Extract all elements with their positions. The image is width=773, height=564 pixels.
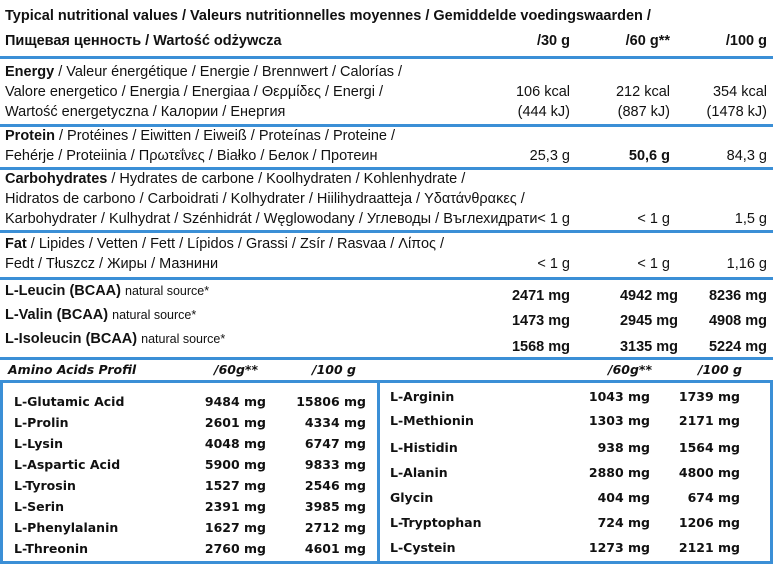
carbs-30g: < 1 g [537,211,570,227]
amino-100g: 1564 mg [678,440,740,455]
divider [0,357,773,360]
amino-name: L-Threonin [14,541,89,556]
energy-60g-kcal: 212 kcal [615,84,670,100]
amino-name: Glycin [390,490,434,505]
amino-60g: 4048 mg [204,436,266,451]
amino-100g: 4334 mg [304,415,366,430]
amino-right-60g-header: /60g** [608,362,652,377]
amino-100g: 4800 mg [678,465,740,480]
amino-100g: 674 mg [687,490,740,505]
amino-left-100g-header: /100 g [312,362,356,377]
energy-heading: Energy [5,64,55,80]
amino-name: L-Arginin [390,389,455,404]
amino-100g: 2121 mg [678,540,740,555]
carbs-60g: < 1 g [637,211,670,227]
bcaa-leucin-100g: 8236 mg [708,288,767,304]
divider [377,380,380,564]
amino-60g: 2391 mg [204,499,266,514]
protein-100g: 84,3 g [726,148,767,164]
fat-translations: / Lipides / Vetten / Fett / Lípidos / Grassi / Zsír / Rasvaa / Λίπος / [26,236,445,252]
bcaa-name: L-Leucin (BCAA) [5,283,121,299]
fat-label-line2: Fedt / Tłuszcz / Жиры / Мазнини [5,256,219,272]
amino-name: L-Glutamic Acid [14,394,125,409]
fat-30g: < 1 g [537,256,570,272]
column-30g: /30 g [536,33,570,49]
bcaa-row-valin [5,305,196,325]
fat-heading: Fat [5,236,27,252]
divider [0,380,773,383]
divider [0,380,3,564]
amino-name: L-Histidin [390,440,458,455]
amino-100g: 9833 mg [304,457,366,472]
amino-60g: 2880 mg [588,465,650,480]
amino-100g: 3985 mg [304,499,366,514]
carbs-translations: / Hydrates de carbone / Koolhydraten / Kohlenhydrate / [107,171,466,187]
bcaa-row-isoleucin [5,329,225,349]
amino-60g: 1303 mg [588,413,650,428]
amino-left-60g-header: /60g** [214,362,258,377]
amino-100g: 2171 mg [678,413,740,428]
energy-label-line1 [5,62,402,82]
amino-100g: 2712 mg [304,520,366,535]
energy-30g-kcal: 106 kcal [515,84,570,100]
carbs-label-line3: Karbohydrater / Kulhydrat / Szénhidrát / Węglowodany / Углеводы / Въглехидрати [5,211,538,227]
divider [0,230,773,233]
bcaa-valin-60g: 2945 mg [619,313,678,329]
amino-100g: 1206 mg [678,515,740,530]
amino-100g: 4601 mg [304,541,366,556]
carbs-label-line2: Hidratos de carbono / Carboidrati / Kolhydrater / Hiilihydraatteja / Υδατάνθρακες / [5,191,525,207]
bcaa-note: natural source* [125,284,210,298]
amino-name: L-Aspartic Acid [14,457,121,472]
amino-60g: 1043 mg [588,389,650,404]
bcaa-isoleucin-60g: 3135 mg [619,339,678,355]
header-title: Typical nutritional values / Valeurs nutritionnelles moyennes / Gemiddelde voedingswaarden / [5,8,651,24]
amino-name: L-Phenylalanin [14,520,119,535]
column-100g: /100 g [725,33,767,49]
carbs-100g: 1,5 g [734,211,767,227]
amino-60g: 2601 mg [204,415,266,430]
energy-label-line3: Wartość energetyczna / Калории / Енергия [5,104,286,120]
bcaa-valin-30g: 1473 mg [511,313,570,329]
bcaa-valin-100g: 4908 mg [708,313,767,329]
amino-100g: 2546 mg [304,478,366,493]
divider [0,56,773,59]
amino-60g: 404 mg [597,490,650,505]
bcaa-name: L-Isoleucin (BCAA) [5,331,138,347]
protein-label-line1 [5,126,395,146]
amino-60g: 724 mg [597,515,650,530]
protein-translations: / Protéines / Eiwitten / Eiweiß / Proteínas / Proteine / [54,128,396,144]
bcaa-isoleucin-30g: 1568 mg [511,339,570,355]
bcaa-leucin-30g: 2471 mg [511,288,570,304]
energy-100g-kcal: 354 kcal [712,84,767,100]
carbs-label-line1 [5,169,465,189]
amino-60g: 1627 mg [204,520,266,535]
amino-name: L-Lysin [14,436,64,451]
amino-100g: 6747 mg [304,436,366,451]
protein-60g: 50,6 g [628,148,670,164]
bcaa-leucin-60g: 4942 mg [619,288,678,304]
energy-label-line2: Valore energetico / Energia / Energiaa / Θερμίδες / Energi / [5,84,384,100]
fat-label-line1 [5,234,444,254]
amino-60g: 938 mg [597,440,650,455]
energy-60g-kj: (887 kJ) [617,104,670,120]
amino-100g: 15806 mg [296,394,366,409]
fat-60g: < 1 g [637,256,670,272]
protein-heading: Protein [5,128,55,144]
protein-label-line2: Fehérje / Proteiinia / Πρωτεΐνες / Białko / Белок / Протеин [5,148,378,164]
amino-60g: 1527 mg [204,478,266,493]
amino-name: L-Methionin [390,413,474,428]
amino-name: L-Tyrosin [14,478,76,493]
amino-name: L-Cystein [390,540,456,555]
bcaa-isoleucin-100g: 5224 mg [708,339,767,355]
amino-60g: 9484 mg [204,394,266,409]
bcaa-name: L-Valin (BCAA) [5,307,109,323]
column-60g: /60 g** [625,33,670,49]
divider [0,277,773,280]
header-subtitle: Пищевая ценность / Wartość odżywcza [5,33,282,49]
protein-30g: 25,3 g [529,148,570,164]
amino-60g: 2760 mg [204,541,266,556]
amino-name: L-Alanin [390,465,448,480]
bcaa-note: natural source* [112,308,197,322]
energy-100g-kj: (1478 kJ) [706,104,767,120]
carbs-heading: Carbohydrates [5,171,108,187]
amino-60g: 1273 mg [588,540,650,555]
amino-right-100g-header: /100 g [698,362,742,377]
amino-100g: 1739 mg [678,389,740,404]
amino-name: L-Serin [14,499,64,514]
energy-30g-kj: (444 kJ) [517,104,570,120]
bcaa-note: natural source* [141,332,226,346]
amino-name: L-Tryptophan [390,515,482,530]
fat-100g: 1,16 g [726,256,767,272]
bcaa-row-leucin [5,281,209,301]
energy-translations: / Valeur énergétique / Energie / Brennwert / Calorías / [54,64,403,80]
amino-name: L-Prolin [14,415,69,430]
amino-60g: 5900 mg [204,457,266,472]
amino-title: Amino Acids Profil [8,362,137,377]
